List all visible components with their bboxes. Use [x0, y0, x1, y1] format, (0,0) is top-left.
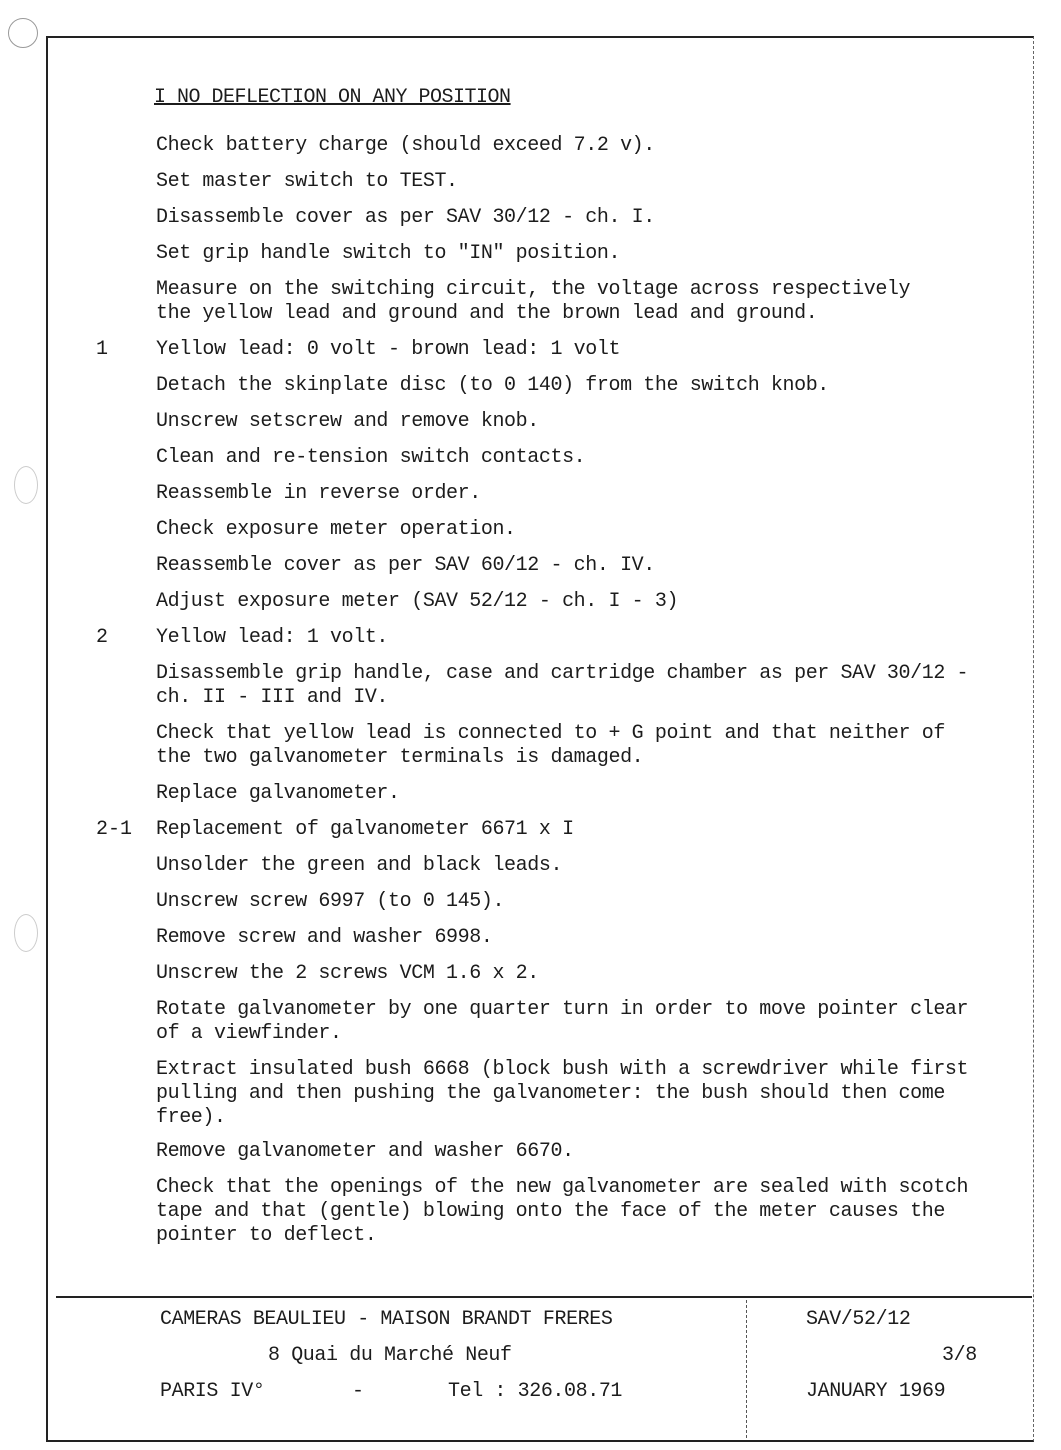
- step-unscrew-6997: Unscrew screw 6997 (to 0 145).: [156, 890, 505, 913]
- case-heading: Replacement of galvanometer 6671 x I: [156, 818, 574, 841]
- step-unscrew-setscrew: Unscrew setscrew and remove knob.: [156, 410, 539, 433]
- step-reassemble: Reassemble in reverse order.: [156, 482, 481, 505]
- step-disassemble-cover: Disassemble cover as per SAV 30/12 - ch. I.: [156, 206, 655, 229]
- step-grip-switch: Set grip handle switch to "IN" position.: [156, 242, 621, 265]
- footer-city: PARIS IV°: [160, 1380, 265, 1403]
- step-master-switch: Set master switch to TEST.: [156, 170, 458, 193]
- step-reassemble-cover: Reassemble cover as per SAV 60/12 - ch. IV.: [156, 554, 655, 577]
- step-unscrew-vcm: Unscrew the 2 screws VCM 1.6 x 2.: [156, 962, 539, 985]
- step-check-yellow-lead: Check that yellow lead is connected to + G point and that neither of the two galvanometer terminals is damaged.: [156, 722, 945, 769]
- footer-column-separator: [746, 1300, 747, 1438]
- footer-page-number: 3/8: [942, 1344, 977, 1367]
- punch-hole: [14, 914, 38, 952]
- case-number: 1: [96, 338, 109, 361]
- footer-company: CAMERAS BEAULIEU - MAISON BRANDT FRERES: [160, 1308, 613, 1331]
- step-check-battery: Check battery charge (should exceed 7.2 v).: [156, 134, 655, 157]
- footer-dash: -: [352, 1380, 364, 1403]
- case-heading: Yellow lead: 0 volt - brown lead: 1 volt: [156, 338, 621, 361]
- case-number: 2: [96, 626, 109, 649]
- step-extract-bush: Extract insulated bush 6668 (block bush with a screwdriver while first pulling and then pushing the galvanometer: the bush should then come free).: [156, 1058, 969, 1129]
- step-detach-disc: Detach the skinplate disc (to 0 140) from the switch knob.: [156, 374, 829, 397]
- step-check-meter: Check exposure meter operation.: [156, 518, 516, 541]
- step-adjust-meter: Adjust exposure meter (SAV 52/12 - ch. I - 3): [156, 590, 679, 613]
- case-heading: Yellow lead: 1 volt.: [156, 626, 389, 649]
- step-clean-contacts: Clean and re-tension switch contacts.: [156, 446, 586, 469]
- step-replace-galvanometer: Replace galvanometer.: [156, 782, 400, 805]
- footer-divider: [56, 1296, 1032, 1298]
- step-check-openings: Check that the openings of the new galvanometer are sealed with scotch tape and that (gentle) blowing onto the face of the meter causes the pointer to deflect.: [156, 1176, 969, 1247]
- step-remove-galvanometer: Remove galvanometer and washer 6670.: [156, 1140, 574, 1163]
- punch-hole: [8, 18, 38, 48]
- section-title: I NO DEFLECTION ON ANY POSITION: [154, 86, 511, 109]
- step-rotate-galvanometer: Rotate galvanometer by one quarter turn in order to move pointer clear of a viewfinder.: [156, 998, 969, 1045]
- punch-hole: [14, 466, 38, 504]
- footer-date: JANUARY 1969: [806, 1380, 946, 1403]
- step-remove-screw-6998: Remove screw and washer 6998.: [156, 926, 493, 949]
- step-unsolder: Unsolder the green and black leads.: [156, 854, 563, 877]
- step-measure-voltage: Measure on the switching circuit, the voltage across respectively the yellow lead and ground and the brown lead and ground.: [156, 278, 911, 325]
- footer-telephone: Tel : 326.08.71: [448, 1380, 623, 1403]
- footer-doc-ref: SAV/52/12: [806, 1308, 911, 1331]
- step-disassemble-grip: Disassemble grip handle, case and cartridge chamber as per SAV 30/12 - ch. II - III and IV.: [156, 662, 969, 709]
- case-number: 2-1: [96, 818, 133, 841]
- footer-address: 8 Quai du Marché Neuf: [268, 1344, 512, 1367]
